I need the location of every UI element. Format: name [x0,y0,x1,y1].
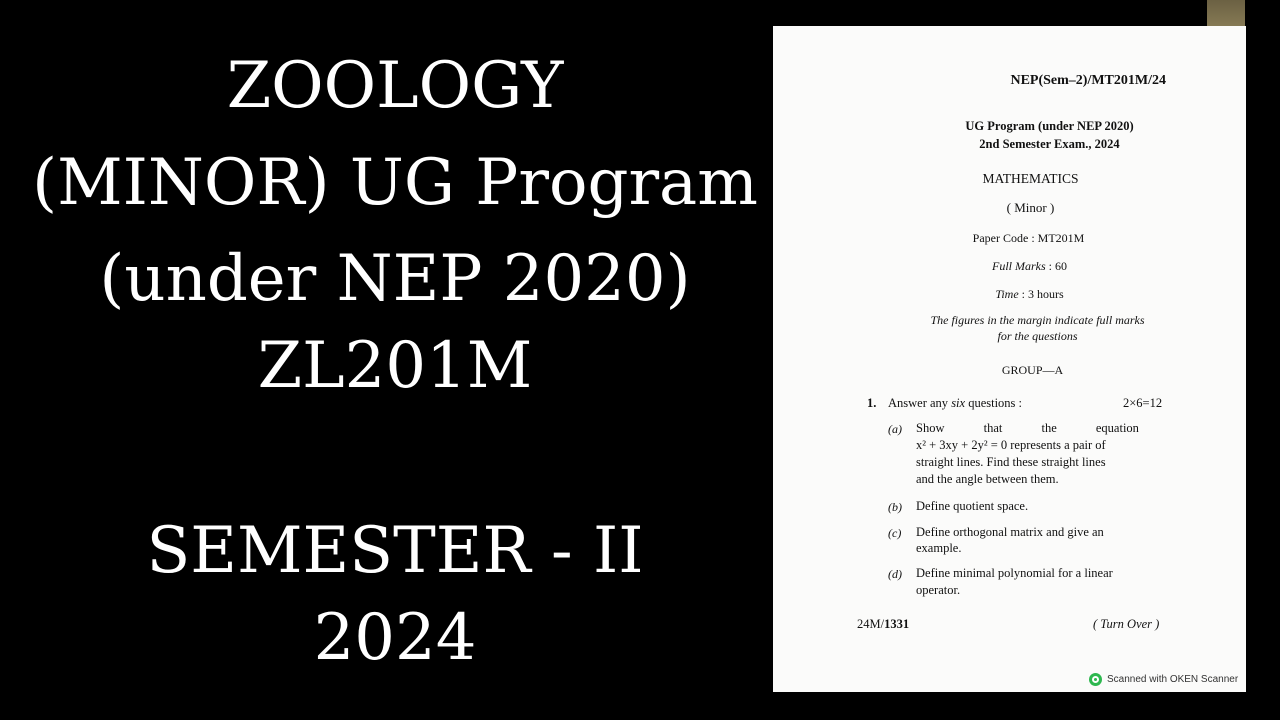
instruction-line-2: for the questions [997,329,1078,343]
full-marks [793,259,1246,274]
question-text-prefix: Answer any [888,396,949,410]
sub-question-a-line-3: straight lines. Find these straight lines [916,455,1106,469]
exam-line: 2nd Semester Exam., 2024 [979,137,1120,151]
sub-question-label-b: (b) [888,500,902,514]
title-line-semester: SEMESTER - II [146,514,644,588]
group-heading: GROUP—A [1001,363,1064,377]
title-line-program: (MINOR) UG Program [32,146,758,220]
exam-paper [773,26,1246,692]
question-marks: 2×6=12 [1123,396,1163,410]
sub-question-d-line-1: Define minimal polynomial for a linear [916,566,1113,580]
scanner-watermark [1089,671,1238,687]
scanner-text: Scanned with OKEN Scanner [1107,673,1239,685]
time-label: Time [995,287,1019,301]
program-line: UG Program (under NEP 2020) [965,119,1134,133]
title-line-nep: (under NEP 2020) [99,242,691,316]
sub-question-label-c: (c) [888,526,902,540]
footer-code-prefix: 24M/ [857,617,885,631]
paper-type: ( Minor ) [1006,200,1055,215]
turn-over: ( Turn Over ) [1093,617,1160,631]
sub-question-c-line-2: example. [916,541,962,555]
time-line [793,287,1246,302]
question-number: 1. [867,396,877,410]
sub-question-label-a: (a) [888,422,902,436]
footer-code [857,616,909,633]
time-value: : 3 hours [1021,287,1064,301]
scanner-logo-icon [1089,673,1102,686]
subject-line: MATHEMATICS [982,171,1079,186]
sub-question-b-line-1: Define quotient space. [916,499,1029,513]
full-marks-value: : 60 [1048,259,1067,273]
question-text-italic: six [951,396,966,410]
sub-question-a-line-1: Show that the equation [916,421,1139,435]
question-text [888,395,1022,412]
paper-code: Paper Code : MT201M [972,231,1085,245]
sub-question-label-d: (d) [888,567,902,581]
title-line-year: 2024 [313,601,477,675]
footer-code-bold: 1331 [884,617,910,631]
sub-question-a-line-4: and the angle between them. [916,472,1059,486]
title-line-subject: ZOOLOGY [226,49,564,123]
instruction-line-1: The figures in the margin indicate full marks [930,313,1145,327]
paper-code-top: NEP(Sem–2)/MT201M/24 [1010,73,1166,88]
sub-question-d-line-2: operator. [916,583,961,597]
full-marks-label: Full Marks [991,259,1046,273]
title-line-code: ZL201M [257,329,533,403]
sub-question-c-line-1: Define orthogonal matrix and give an [916,525,1104,539]
question-text-suffix: questions : [968,396,1023,410]
sub-question-a-line-2: x² + 3xy + 2y² = 0 represents a pair of [916,438,1106,452]
